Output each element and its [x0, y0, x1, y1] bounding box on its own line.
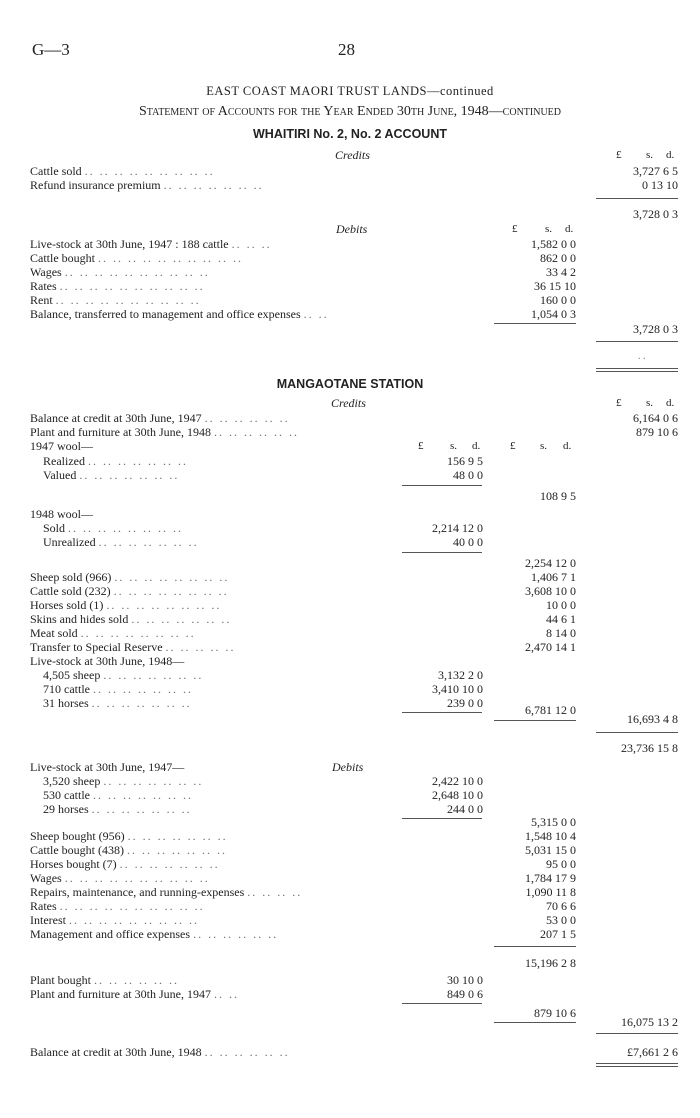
plant-bought-amount: 30 10 0 [447, 973, 483, 987]
wool-1948-item-amount: 2,214 12 0 [432, 521, 483, 535]
whaitiri-credit-row: Cattle sold .. .. .. .. .. .. .. .. .. [30, 164, 215, 178]
plant-1947-amount: 849 0 6 [447, 987, 483, 1001]
wool-currency-pound: £ [418, 440, 424, 452]
mangaotane-heading: MANGAOTANE STATION [276, 377, 424, 391]
livestock-1947-item: 29 horses .. .. .. .. .. .. .. [43, 802, 192, 816]
expense-amount: 53 0 0 [546, 913, 576, 927]
wool-1947-item: Realized .. .. .. .. .. .. .. [43, 454, 188, 468]
expense-row: Horses bought (7) .. .. .. .. .. .. .. [30, 857, 220, 871]
page-code: G—3 [32, 40, 70, 59]
sales-row: Meat sold .. .. .. .. .. .. .. .. [30, 626, 196, 640]
whaitiri-credit-amount: 3,727 6 5 [633, 164, 678, 178]
whaitiri-debit-amount: 1,054 0 3 [531, 307, 576, 321]
expense-row: Wages .. .. .. .. .. .. .. .. .. .. [30, 871, 210, 885]
plant-1947-row: Plant and furniture at 30th June, 1947 .. .. [30, 987, 239, 1001]
expense-row: Management and office expenses .. .. .. .. .. .. [30, 927, 279, 941]
whaitiri-debit-row: Rates .. .. .. .. .. .. .. .. .. .. [30, 279, 205, 293]
livestock-1947-label: Live-stock at 30th June, 1947— [30, 760, 185, 774]
whaitiri-debits-total: 3,728 0 3 [633, 322, 678, 336]
wool-1947-item-amount: 156 9 5 [447, 454, 483, 468]
wool-currency-pence: d. [472, 440, 481, 452]
livestock-1948-item-amount: 3,410 10 0 [432, 682, 483, 696]
wool-currency-shilling: s. [450, 440, 458, 452]
livestock-1948-item-amount: 239 0 0 [447, 696, 483, 710]
balance-1948-row: Balance at credit at 30th June, 1948 .. .. .. .. .. .. [30, 1045, 290, 1059]
whaitiri-debits-label: Debits [336, 222, 368, 236]
whaitiri-debit-row: Balance, transferred to management and office expenses .. .. [30, 307, 329, 321]
whaitiri-credits-total: 3,728 0 3 [633, 207, 678, 221]
wool-1948-item: Sold .. .. .. .. .. .. .. .. [43, 521, 184, 535]
sales-amount: 1,406 7 1 [531, 570, 576, 584]
whaitiri-credits-label: Credits [335, 148, 370, 162]
mangaotane-debits-label: Debits [332, 760, 364, 774]
mangaotane-plant-1948-row: Plant and furniture at 30th June, 1948 .. .. .. .. .. .. [30, 425, 299, 439]
mangaotane-balance-1947-row: Balance at credit at 30th June, 1947 .. .. .. .. .. .. [30, 411, 290, 425]
document-subtitle: Statement of Accounts for the Year Ended 30th June, 1948—continued [138, 104, 561, 119]
expense-amount: 1,784 17 9 [525, 871, 576, 885]
wool-1948-label: 1948 wool— [30, 507, 93, 521]
livestock-1948-item-amount: 3,132 2 0 [438, 668, 483, 682]
whaitiri-credit-row: Refund insurance premium .. .. .. .. .. .. .. [30, 178, 264, 192]
livestock-1947-item-amount: 2,648 10 0 [432, 788, 483, 802]
wool-1947-label: 1947 wool— [30, 439, 93, 453]
sales-row: Horses sold (1) .. .. .. .. .. .. .. .. [30, 598, 222, 612]
whaitiri-debit-currency-shilling: s. [545, 223, 553, 235]
expenses-total: 15,196 2 8 [525, 956, 576, 970]
whaitiri-debit-amount: 33 4 2 [546, 265, 576, 279]
sales-row: Sheep sold (966) .. .. .. .. .. .. .. .. [30, 570, 230, 584]
sales-row: Cattle sold (232) .. .. .. .. .. .. .. .. [30, 584, 229, 598]
mangaotane-credits-subtotal: 16,693 4 8 [627, 712, 678, 726]
wool-1947-item: Valued .. .. .. .. .. .. .. [43, 468, 180, 482]
wool-1947-total: 108 9 5 [540, 489, 576, 503]
mangaotane-balance-1947-amount: 6,164 0 6 [633, 411, 678, 425]
wool-1948-total: 2,254 12 0 [525, 556, 576, 570]
sales-amount: 8 14 0 [546, 626, 576, 640]
livestock-1947-item: 530 cattle .. .. .. .. .. .. .. [43, 788, 193, 802]
whaitiri-debit-row: Live-stock at 30th June, 1947 : 188 cattle .. .. .. [30, 237, 272, 251]
page-number: 28 [338, 40, 355, 59]
sales-amount: 2,470 14 1 [525, 640, 576, 654]
whaitiri-debit-currency-pound: £ [512, 223, 518, 235]
plant-bought-row: Plant bought .. .. .. .. .. .. [30, 973, 180, 987]
wool-1947-item-amount: 48 0 0 [453, 468, 483, 482]
whaitiri-debit-amount: 1,582 0 0 [531, 237, 576, 251]
wool-1948-item-amount: 40 0 0 [453, 535, 483, 549]
whaitiri-credit-amount: 0 13 10 [642, 178, 678, 192]
whaitiri-debit-amount: 862 0 0 [540, 251, 576, 265]
wool-1948-item: Unrealized .. .. .. .. .. .. .. [43, 535, 199, 549]
wool-sub-currency-pound: £ [510, 440, 516, 452]
sales-amount: 3,608 10 0 [525, 584, 576, 598]
livestock-1948-item: 4,505 sheep .. .. .. .. .. .. .. [43, 668, 204, 682]
livestock-1948-label: Live-stock at 30th June, 1948— [30, 654, 185, 668]
expense-row: Sheep bought (956) .. .. .. .. .. .. .. [30, 829, 228, 843]
document-title: EAST COAST MAORI TRUST LANDS—continued [206, 84, 494, 98]
expense-amount: 5,031 15 0 [525, 843, 576, 857]
livestock-1948-item: 31 horses .. .. .. .. .. .. .. [43, 696, 192, 710]
whaitiri-debit-row: Rent .. .. .. .. .. .. .. .. .. .. [30, 293, 201, 307]
expense-amount: 207 1 5 [540, 927, 576, 941]
livestock-1948-total: 6,781 12 0 [525, 703, 576, 717]
mangaotane-currency-pence: d. [666, 397, 675, 409]
livestock-1947-item: 3,520 sheep .. .. .. .. .. .. .. [43, 774, 204, 788]
whaitiri-debit-row: Cattle bought .. .. .. .. .. .. .. .. .. .. [30, 251, 243, 265]
wool-sub-currency-pence: d. [563, 440, 572, 452]
mangaotane-currency-pound: £ [616, 397, 622, 409]
expense-row: Repairs, maintenance, and running-expenses .. .. .. .. [30, 885, 303, 899]
mangaotane-plant-1948-amount: 879 10 6 [636, 425, 678, 439]
whaitiri-currency-pound: £ [616, 149, 622, 161]
expense-amount: 70 6 6 [546, 899, 576, 913]
plant-total: 879 10 6 [534, 1006, 576, 1020]
livestock-1947-total: 5,315 0 0 [531, 815, 576, 829]
wool-sub-currency-shilling: s. [540, 440, 548, 452]
whaitiri-debit-amount: 160 0 0 [540, 293, 576, 307]
whaitiri-debit-amount: 36 15 10 [534, 279, 576, 293]
expense-amount: 1,090 11 8 [525, 885, 576, 899]
expense-row: Rates .. .. .. .. .. .. .. .. .. .. [30, 899, 205, 913]
whaitiri-debit-currency-pence: d. [565, 223, 574, 235]
sales-amount: 44 6 1 [546, 612, 576, 626]
whaitiri-heading: WHAITIRI No. 2, No. 2 ACCOUNT [253, 127, 447, 141]
mangaotane-currency-shilling: s. [646, 397, 654, 409]
expense-row: Interest .. .. .. .. .. .. .. .. .. [30, 913, 199, 927]
livestock-1947-item-amount: 2,422 10 0 [432, 774, 483, 788]
expense-row: Cattle bought (438) .. .. .. .. .. .. .. [30, 843, 227, 857]
expense-amount: 95 0 0 [546, 857, 576, 871]
mangaotane-credits-label: Credits [331, 396, 366, 410]
expense-amount: 1,548 10 4 [525, 829, 576, 843]
sales-row: Transfer to Special Reserve .. .. .. .. .. [30, 640, 236, 654]
sales-amount: 10 0 0 [546, 598, 576, 612]
livestock-1948-item: 710 cattle .. .. .. .. .. .. .. [43, 682, 193, 696]
mangaotane-debits-total: 16,075 13 2 [621, 1015, 678, 1029]
whaitiri-debit-row: Wages .. .. .. .. .. .. .. .. .. .. [30, 265, 210, 279]
whaitiri-currency-shilling: s. [646, 149, 654, 161]
livestock-1947-item-amount: 244 0 0 [447, 802, 483, 816]
mangaotane-credits-total: 23,736 15 8 [621, 741, 678, 755]
whaitiri-currency-pence: d. [666, 149, 675, 161]
balance-1948-amount: £7,661 2 6 [627, 1045, 678, 1059]
sales-row: Skins and hides sold .. .. .. .. .. .. .. [30, 612, 232, 626]
